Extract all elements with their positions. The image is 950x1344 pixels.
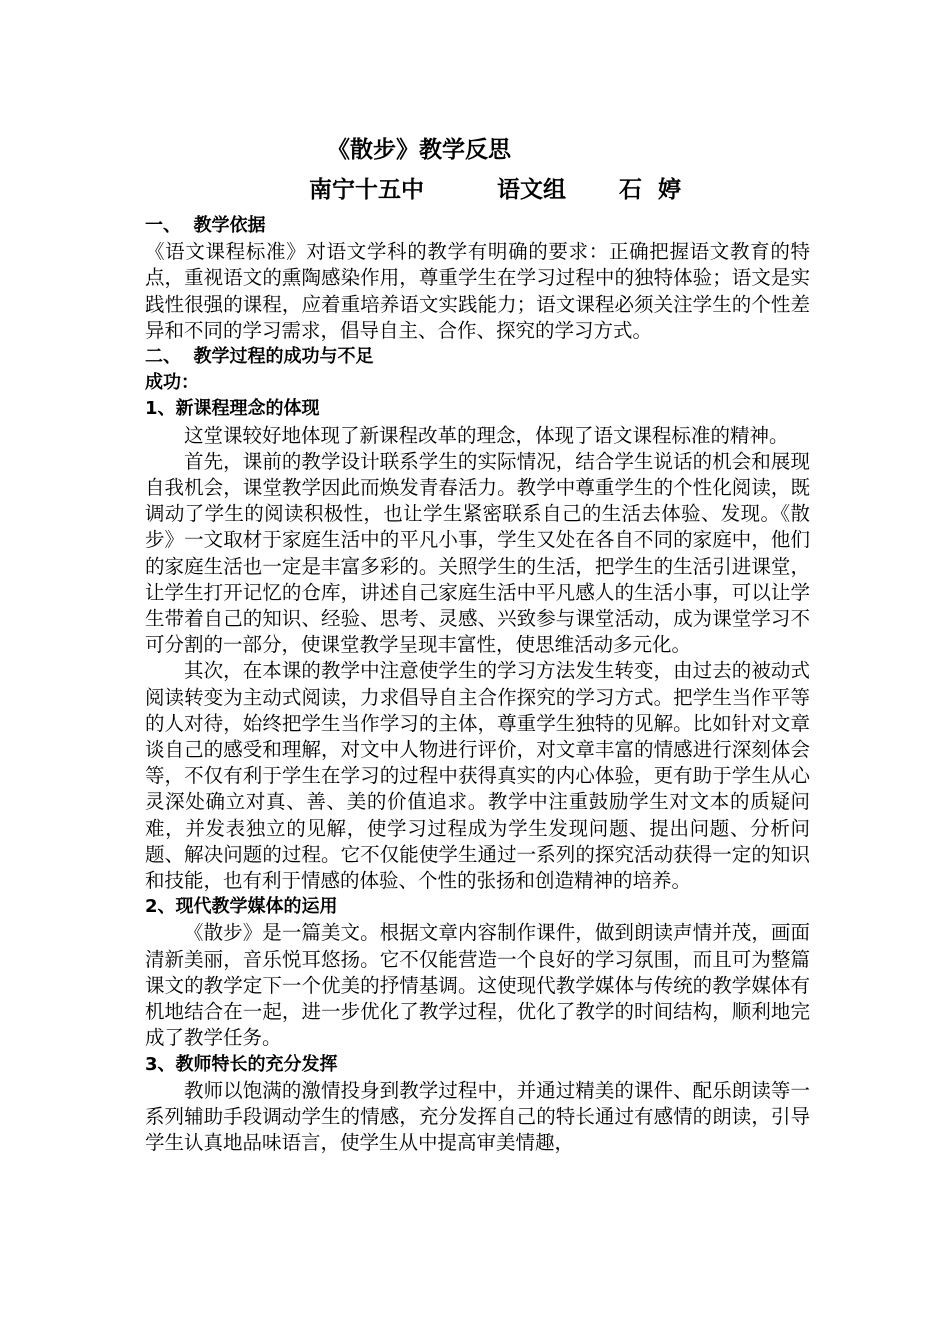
subheading-media: 2、现代教学媒体的运用 — [145, 896, 338, 918]
paragraph-teacher-strengths: 教师以饱满的激情投身到教学过程中，并通过精美的课件、配乐朗读等一系列辅助手段调动学生的情感，充分发挥自己的特长通过有感情的朗读，引导学生认真地品味语言，使学生从中提高审美情趣， — [145, 1078, 810, 1155]
document-body — [145, 130, 810, 1156]
subheading-new-curriculum: 1、新课程理念的体现 — [145, 398, 320, 420]
section-heading-process: 二、 教学过程的成功与不足 — [145, 346, 374, 368]
paragraph-media: 《散步》是一篇美文。根据文章内容制作课件，做到朗读声情并茂，画面清新美丽，音乐悦耳悠扬。它不仅能营造一个良好的学习氛围，而且可为整篇课文的教学定下一个优美的抒情基调。这使现代教学媒体与传统的教学媒体有机地结合在一起，进一步优化了教学过程，优化了教学的时间结构，顺利地完成了教学任务。 — [145, 921, 810, 1050]
paragraph-second-point: 其次，在本课的教学中注意使学生的学习方法发生转变，由过去的被动式阅读转变为主动式阅读，力求倡导自主合作探究的学习方式。把学生当作平等的人对待，始终把学生当作学习的主体，尊重学生独特的见解。比如针对文章谈自己的感受和理解，对文中人物进行评价，对文章丰富的情感进行深刻体会等，不仅有利于学生在学习的过程中获得真实的内心体验，更有助于学生从心灵深处确立对真、善、美的价值追求。教学中注重鼓励学生对文本的质疑问难，并发表独立的见解，使学习过程成为学生发现问题、提出问题、分析问题、解决问题的过程。它不仅能使学生通过一系列的探究活动获得一定的知识和技能，也有利于情感的体验、个性的张扬和创造精神的培养。 — [145, 659, 810, 893]
byline-author: 石 婷 — [619, 177, 682, 203]
paragraph-first-point: 首先，课前的教学设计联系学生的实际情况，结合学生说话的机会和展现自我机会，课堂教学因此而焕发青春活力。教学中尊重学生的个性化阅读，既调动了学生的阅读积极性，也让学生紧密联系自己的生活去体验、发现。《散步》一文取材于家庭生活中的平凡小事，学生又处在各自不同的家庭中，他们的家庭生活也一定是丰富多彩的。关照学生的生活，把学生的生活引进课堂，让学生打开记忆的仓库，讲述自己家庭生活中平凡感人的生活小事，可以让学生带着自己的知识、经验、思考、灵感、兴致参与课堂活动，成为课堂学习不可分割的一部分，使课堂教学呈现丰富性，使思维活动多元化。 — [145, 449, 810, 657]
success-label: 成功： — [145, 372, 199, 394]
document-byline — [145, 173, 810, 213]
document-title: 《散步》教学反思 — [327, 137, 511, 163]
subheading-teacher-strengths: 3、教师特长的充分发挥 — [145, 1053, 338, 1075]
paragraph-basis: 《语文课程标准》对语文学科的教学有明确的要求：正确把握语文教育的特点，重视语文的熏陶感染作用，尊重学生在学习过程中的独特体验；语文是实践性很强的课程，应着重培养语文实践能力；语文课程必须关注学生的个性差异和不同的学习需求，倡导自主、合作、探究的学习方式。 — [145, 240, 810, 342]
byline-school: 南宁十五中 — [309, 177, 424, 203]
section-heading-basis: 一、 教学依据 — [145, 215, 266, 236]
byline-group: 语文组 — [497, 177, 566, 203]
paragraph-new-curriculum-intro: 这堂课较好地体现了新课程改革的理念，体现了语文课程标准的精神。 — [184, 423, 789, 447]
